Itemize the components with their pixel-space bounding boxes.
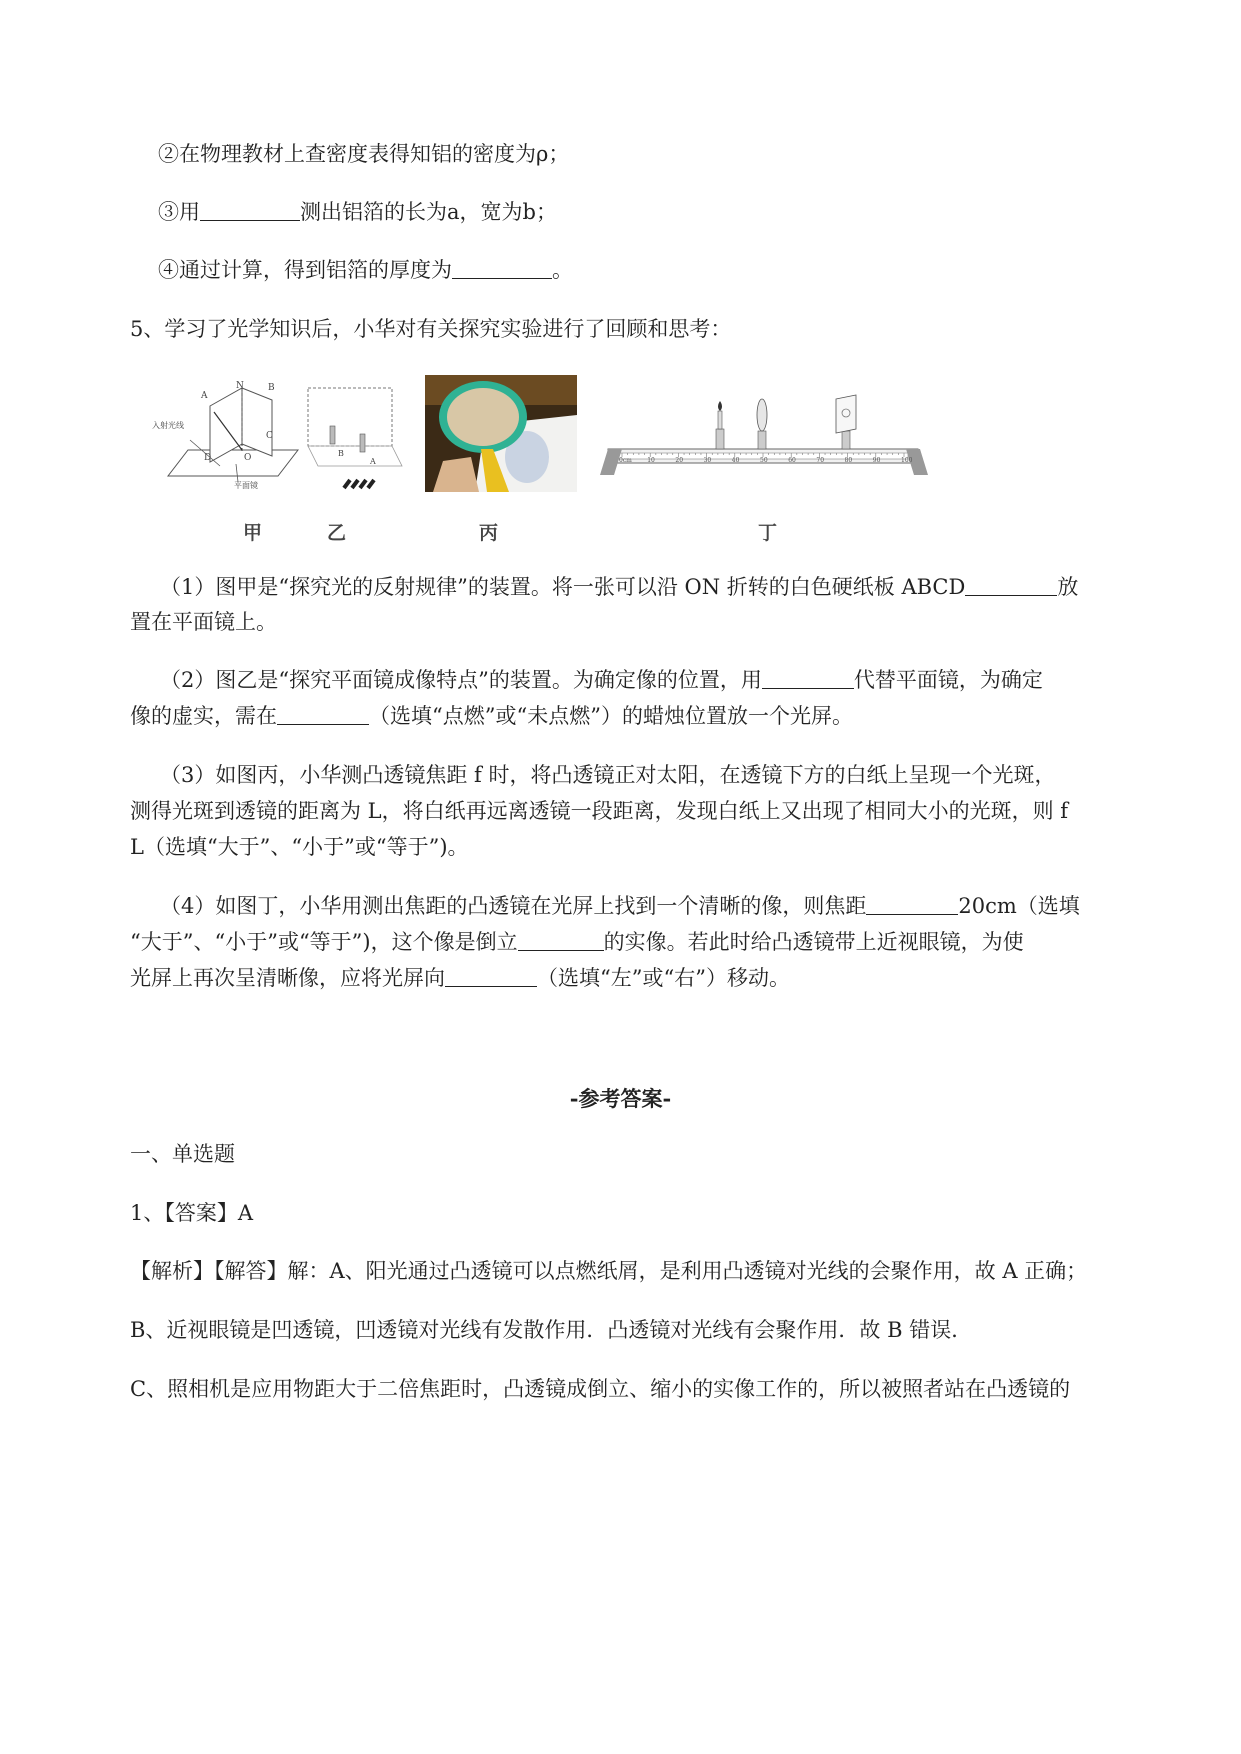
bench-tick-label: 70 <box>816 457 825 464</box>
sub-question-3-line-2: 测得光斑到透镜的距离为 L，将白纸再远离透镜一段距离，发现白纸上又出现了相同大小的光斑，则 f <box>130 799 1069 823</box>
bench-tick-label: 60 <box>788 457 796 464</box>
sub-4-text-5: 光屏上再次呈清晰像，应将光屏向 <box>130 966 445 990</box>
sub-question-4-line-1 <box>160 893 1080 919</box>
sub-question-3-line-3: L（选填“大于”、“小于”或“等于”)。 <box>130 835 469 859</box>
sub-2-text-2: 像的虚实，需在 <box>130 704 277 728</box>
sub-2-text-end: 代替平面镜，为确定 <box>853 668 1043 692</box>
sub-question-3-line-1: （3）如图丙，小华测凸透镜焦距 f 时，将凸透镜正对太阳，在透镜下方的白纸上呈现一个光斑， <box>160 763 1056 787</box>
sub-question-2-line-2 <box>130 703 853 729</box>
answer-blank[interactable] <box>445 966 537 987</box>
sub-question-2-line-1 <box>160 667 1043 693</box>
sub-1-text: （1）图甲是“探究光的反射规律”的装置。将一张可以沿 ON 折转的白色硬纸板 ABCD <box>160 575 966 599</box>
bench-tick-label: 0cm <box>619 457 632 464</box>
sub-2-text-3: （选填“点燃”或“未点燃”）的蜡烛位置放一个光屏。 <box>369 704 853 728</box>
answer-blank[interactable] <box>518 930 604 951</box>
sub-4-text-4: 的实像。若此时给凸透镜带上近视眼镜，为使 <box>603 930 1024 954</box>
label-mirror: 平面镜 <box>234 481 258 490</box>
sub-4-text-2: 20cm（选填 <box>958 894 1080 918</box>
label-b: B <box>338 449 344 458</box>
label-o: O <box>244 453 252 463</box>
label-c: C <box>266 431 273 441</box>
sub-4-text: （4）如图丁，小华用测出焦距的凸透镜在光屏上找到一个清晰的像，则焦距 <box>160 894 867 918</box>
bench-tick-label: 80 <box>844 457 853 464</box>
caption-ding: 丁 <box>758 522 778 544</box>
caption-jia: 甲 <box>243 522 263 544</box>
label-a: A <box>370 457 376 466</box>
q4-step-2: ②在物理教材上查密度表得知铝的密度为ρ； <box>158 142 570 166</box>
q4-step-4 <box>158 257 573 283</box>
figure-yi-plane-mirror <box>304 384 404 490</box>
sub-question-4-line-2 <box>130 929 1024 955</box>
answer-blank[interactable] <box>200 200 300 221</box>
sub-4-text-3: “大于”、“小于”或“等于”)，这个像是倒立 <box>130 930 518 954</box>
answer-blank[interactable] <box>965 575 1057 596</box>
answer-1: 1、【答案】A <box>130 1201 254 1225</box>
figure-jia-reflection <box>150 378 310 490</box>
label-d: D <box>204 453 212 463</box>
sub-4-text-6: （选填“左”或“右”）移动。 <box>537 966 790 990</box>
bench-tick-label: 100 <box>901 457 913 464</box>
q4-step-4-prefix: ④通过计算，得到铝箔的厚度为 <box>158 258 452 282</box>
q4-step-3-suffix: 测出铝箔的长为a，宽为b； <box>300 200 557 224</box>
figure-ding-optical-bench <box>598 393 930 477</box>
caption-bing: 丙 <box>479 522 499 544</box>
question-5-title: 5、学习了光学知识后，小华对有关探究实验进行了回顾和思考： <box>130 317 732 341</box>
label-a: A <box>201 391 208 401</box>
answer-blank[interactable] <box>277 704 369 725</box>
bench-tick-label: 20 <box>675 457 684 464</box>
sub-2-text: （2）图乙是“探究平面镜成像特点”的装置。为确定像的位置，用 <box>160 668 762 692</box>
answer-blank[interactable] <box>452 258 552 279</box>
explanation-line-1: 【解析】【解答】解：A、阳光通过凸透镜可以点燃纸屑，是利用凸透镜对光线的会聚作用，故 A 正确； <box>130 1259 1088 1283</box>
q4-step-4-suffix: 。 <box>552 258 573 282</box>
sub-1-text-end: 放 <box>1057 575 1079 599</box>
bench-tick-label: 50 <box>760 457 768 464</box>
bench-tick-label: 10 <box>647 457 655 464</box>
answer-blank[interactable] <box>866 894 958 915</box>
sub-question-4-line-3 <box>130 965 790 991</box>
sub-question-1-line-1 <box>160 574 1078 600</box>
bench-tick-label: 40 <box>731 457 740 464</box>
bench-tick-label: 30 <box>703 457 712 464</box>
explanation-line-2: B、近视眼镜是凹透镜，凹透镜对光线有发散作用．凸透镜对光线有会聚作用．故 B 错误． <box>130 1318 973 1342</box>
answer-blank[interactable] <box>762 668 854 689</box>
q4-step-3-prefix: ③用 <box>158 200 200 224</box>
bench-tick-label: 90 <box>872 457 881 464</box>
explanation-line-3: C、照相机是应用物距大于二倍焦距时，凸透镜成倒立、缩小的实像工作的，所以被照者站在凸透镜的 <box>130 1377 1071 1401</box>
q4-step-3 <box>158 199 557 225</box>
answers-title: -参考答案- <box>569 1086 672 1111</box>
label-incident-ray: 入射光线 <box>152 421 184 430</box>
label-b: B <box>268 383 275 393</box>
section-heading: 一、单选题 <box>130 1142 235 1166</box>
caption-yi: 乙 <box>327 522 347 544</box>
label-n: N <box>236 381 244 391</box>
sub-question-1-line-2: 置在平面镜上。 <box>130 610 277 634</box>
figure-bing-convex-lens-photo <box>425 375 577 492</box>
